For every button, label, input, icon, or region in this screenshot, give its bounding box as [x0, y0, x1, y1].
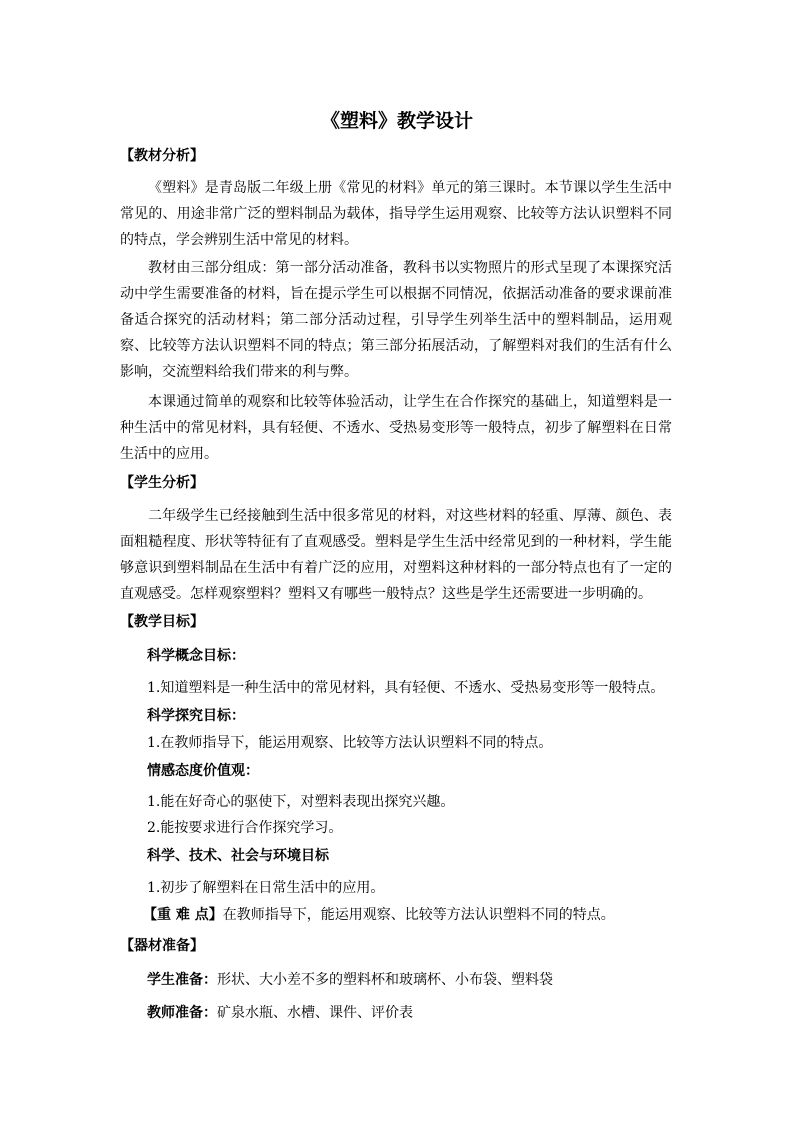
section-heading-equipment: 【器材准备】 — [120, 938, 204, 954]
section-heading-student: 【学生分析】 — [120, 475, 204, 491]
section-heading-goals: 【教学目标】 — [120, 614, 204, 630]
student-preparation — [147, 969, 553, 989]
goal-item-attitude-1: 1.能在好奇心的驱使下，对塑料表现出探究兴趣。 — [147, 794, 455, 810]
goal-label-attitude: 情感态度价值观： — [147, 763, 259, 779]
teacher-preparation — [147, 1002, 413, 1022]
student-preparation-label: 学生准备： — [147, 972, 217, 988]
paragraph-textbook-3: 本课通过简单的观察和比较等体验活动，让学生在合作探究的基础上，知道塑料是一种生活中的常见材料，具有轻便、不透水、受热易变形等一般特点，初步了解塑料在日常生活中的应用。 — [120, 394, 672, 462]
key-difficult-points — [143, 904, 615, 924]
document-title: 《塑料》教学设计 — [320, 110, 473, 132]
goal-label-concept: 科学概念目标： — [147, 648, 245, 664]
goal-item-concept: 1.知道塑料是一种生活中的常见材料，具有轻便、不透水、受热易变形等一般特点。 — [147, 680, 665, 696]
goal-item-inquiry: 1.在教师指导下，能运用观察、比较等方法认识塑料不同的特点。 — [147, 735, 553, 751]
key-difficult-label: 【重 难 点】 — [143, 907, 223, 923]
teacher-preparation-text: 矿泉水瓶、水槽、课件、评价表 — [217, 1005, 413, 1021]
paragraph-textbook-1: 《塑料》是青岛版二年级上册《常见的材料》单元的第三课时。本节课以学生生活中常见的、用途非常广泛的塑料制品为载体，指导学生运用观察、比较等方法认识塑料不同的特点，学会辨别生活中常见的材料。 — [120, 180, 672, 248]
goal-label-inquiry: 科学探究目标： — [147, 708, 245, 724]
goal-item-attitude-2: 2.能按要求进行合作探究学习。 — [147, 820, 343, 836]
goal-label-sts: 科学、技术、社会与环境目标 — [147, 848, 329, 864]
section-heading-textbook: 【教材分析】 — [120, 148, 204, 164]
key-difficult-text: 在教师指导下，能运用观察、比较等方法认识塑料不同的特点。 — [222, 907, 615, 923]
paragraph-textbook-2: 教材由三部分组成：第一部分活动准备，教科书以实物照片的形式呈现了本课探究活动中学生需要准备的材料，旨在提示学生可以根据不同情况，依据活动准备的要求课前准备适合探究的活动材料；第二部分活动过程，引导学生列举生活中的塑料制品，运用观察、比较等方法认识塑料不同的特点；第三部分拓展活动，了解塑料对我们的生活有什么影响，交流塑料给我们带来的利与弊。 — [120, 260, 672, 380]
goal-item-sts: 1.初步了解塑料在日常生活中的应用。 — [147, 880, 385, 896]
student-preparation-text: 形状、大小差不多的塑料杯和玻璃杯、小布袋、塑料袋 — [217, 972, 553, 988]
teacher-preparation-label: 教师准备： — [147, 1005, 217, 1021]
paragraph-student: 二年级学生已经接触到生活中很多常见的材料，对这些材料的轻重、厚薄、颜色、表面粗糙程度、形状等特征有了直观感受。塑料是学生生活中经常见到的一种材料，学生能够意识到塑料制品在生活中有着广泛的应用，对塑料这种材料的一部分特点也有了一定的直观感受。怎样观察塑料？塑料又有哪些一般特点？这些是学生还需要进一步明确的。 — [120, 508, 672, 602]
